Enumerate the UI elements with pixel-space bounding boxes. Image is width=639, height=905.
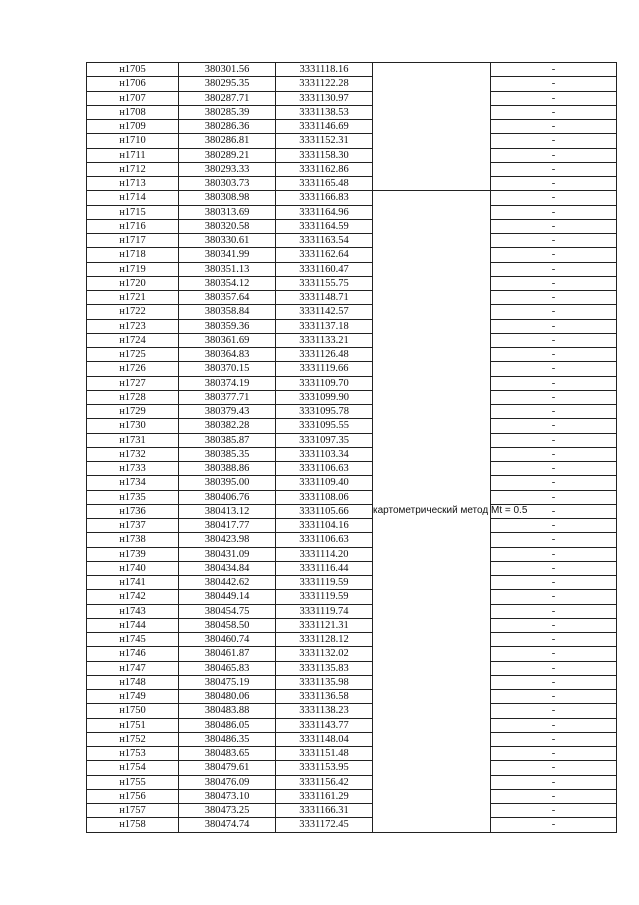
y-coordinate-cell: 3331163.54 bbox=[276, 234, 373, 248]
point-name-cell: н1750 bbox=[87, 704, 179, 718]
x-coordinate-cell: 380442.62 bbox=[179, 576, 276, 590]
table-row bbox=[87, 419, 617, 433]
x-coordinate-cell: 380385.87 bbox=[179, 433, 276, 447]
table-row bbox=[87, 818, 617, 832]
y-coordinate-cell: 3331109.40 bbox=[276, 476, 373, 490]
x-coordinate-cell: 380417.77 bbox=[179, 519, 276, 533]
point-name-cell: н1743 bbox=[87, 604, 179, 618]
y-coordinate-cell: 3331126.48 bbox=[276, 348, 373, 362]
x-coordinate-cell: 380374.19 bbox=[179, 376, 276, 390]
x-coordinate-cell: 380449.14 bbox=[179, 590, 276, 604]
point-name-cell: н1707 bbox=[87, 91, 179, 105]
table-row bbox=[87, 476, 617, 490]
x-coordinate-cell: 380486.05 bbox=[179, 718, 276, 732]
y-coordinate-cell: 3331153.95 bbox=[276, 761, 373, 775]
note-cell: - bbox=[491, 761, 617, 775]
y-coordinate-cell: 3331121.31 bbox=[276, 618, 373, 632]
x-coordinate-cell: 380406.76 bbox=[179, 490, 276, 504]
table-row bbox=[87, 690, 617, 704]
note-cell: - bbox=[491, 319, 617, 333]
table-row bbox=[87, 291, 617, 305]
x-coordinate-cell: 380473.25 bbox=[179, 804, 276, 818]
note-cell: - bbox=[491, 576, 617, 590]
x-coordinate-cell: 380286.81 bbox=[179, 134, 276, 148]
note-cell: - bbox=[491, 390, 617, 404]
y-coordinate-cell: 3331138.53 bbox=[276, 105, 373, 119]
note-cell: - bbox=[491, 789, 617, 803]
point-name-cell: н1710 bbox=[87, 134, 179, 148]
note-cell: - bbox=[491, 775, 617, 789]
point-name-cell: н1721 bbox=[87, 291, 179, 305]
y-coordinate-cell: 3331106.63 bbox=[276, 533, 373, 547]
table-row bbox=[87, 134, 617, 148]
table-row bbox=[87, 205, 617, 219]
table-row bbox=[87, 590, 617, 604]
y-coordinate-cell: 3331164.96 bbox=[276, 205, 373, 219]
table-row bbox=[87, 148, 617, 162]
table-row bbox=[87, 333, 617, 347]
point-name-cell: н1752 bbox=[87, 732, 179, 746]
x-coordinate-cell: 380377.71 bbox=[179, 390, 276, 404]
point-name-cell: н1749 bbox=[87, 690, 179, 704]
x-coordinate-cell: 380354.12 bbox=[179, 276, 276, 290]
point-name-cell: н1757 bbox=[87, 804, 179, 818]
y-coordinate-cell: 3331151.48 bbox=[276, 747, 373, 761]
y-coordinate-cell: 3331138.23 bbox=[276, 704, 373, 718]
note-cell: - bbox=[491, 291, 617, 305]
x-coordinate-cell: 380285.39 bbox=[179, 105, 276, 119]
x-coordinate-cell: 380330.61 bbox=[179, 234, 276, 248]
table-row bbox=[87, 234, 617, 248]
x-coordinate-cell: 380303.73 bbox=[179, 177, 276, 191]
note-cell: - bbox=[491, 333, 617, 347]
point-name-cell: н1737 bbox=[87, 519, 179, 533]
y-coordinate-cell: 3331106.63 bbox=[276, 462, 373, 476]
y-coordinate-cell: 3331135.98 bbox=[276, 675, 373, 689]
x-coordinate-cell: 380476.09 bbox=[179, 775, 276, 789]
table-row bbox=[87, 390, 617, 404]
note-cell: - bbox=[491, 604, 617, 618]
x-coordinate-cell: 380293.33 bbox=[179, 162, 276, 176]
x-coordinate-cell: 380379.43 bbox=[179, 405, 276, 419]
note-cell: - bbox=[491, 419, 617, 433]
note-cell: - bbox=[491, 519, 617, 533]
table-row bbox=[87, 162, 617, 176]
note-cell: - bbox=[491, 105, 617, 119]
table-row bbox=[87, 177, 617, 191]
point-name-cell: н1708 bbox=[87, 105, 179, 119]
table-row bbox=[87, 747, 617, 761]
table-row bbox=[87, 305, 617, 319]
y-coordinate-cell: 3331166.83 bbox=[276, 191, 373, 205]
y-coordinate-cell: 3331097.35 bbox=[276, 433, 373, 447]
table-row bbox=[87, 633, 617, 647]
y-coordinate-cell: 3331158.30 bbox=[276, 148, 373, 162]
y-coordinate-cell: 3331148.71 bbox=[276, 291, 373, 305]
point-name-cell: н1723 bbox=[87, 319, 179, 333]
table-row bbox=[87, 704, 617, 718]
x-coordinate-cell: 380359.36 bbox=[179, 319, 276, 333]
table-row bbox=[87, 789, 617, 803]
table-row bbox=[87, 675, 617, 689]
note-cell: - bbox=[491, 205, 617, 219]
x-coordinate-cell: 380480.06 bbox=[179, 690, 276, 704]
table-row bbox=[87, 120, 617, 134]
point-name-cell: н1718 bbox=[87, 248, 179, 262]
table-row bbox=[87, 547, 617, 561]
note-cell: - bbox=[491, 690, 617, 704]
note-cell: - bbox=[491, 177, 617, 191]
point-name-cell: н1738 bbox=[87, 533, 179, 547]
x-coordinate-cell: 380388.86 bbox=[179, 462, 276, 476]
point-name-cell: н1734 bbox=[87, 476, 179, 490]
x-coordinate-cell: 380286.36 bbox=[179, 120, 276, 134]
y-coordinate-cell: 3331164.59 bbox=[276, 219, 373, 233]
y-coordinate-cell: 3331136.58 bbox=[276, 690, 373, 704]
x-coordinate-cell: 380341.99 bbox=[179, 248, 276, 262]
x-coordinate-cell: 380358.84 bbox=[179, 305, 276, 319]
x-coordinate-cell: 380461.87 bbox=[179, 647, 276, 661]
coordinates-table-body bbox=[87, 63, 617, 833]
y-coordinate-cell: 3331155.75 bbox=[276, 276, 373, 290]
note-cell: - bbox=[491, 675, 617, 689]
coordinates-table bbox=[86, 62, 617, 833]
point-name-cell: н1705 bbox=[87, 63, 179, 77]
note-cell: - bbox=[491, 490, 617, 504]
note-cell: - bbox=[491, 405, 617, 419]
note-cell: - bbox=[491, 91, 617, 105]
x-coordinate-cell: 380460.74 bbox=[179, 633, 276, 647]
point-name-cell: н1715 bbox=[87, 205, 179, 219]
point-name-cell: н1739 bbox=[87, 547, 179, 561]
table-row bbox=[87, 504, 617, 518]
x-coordinate-cell: 380308.98 bbox=[179, 191, 276, 205]
y-coordinate-cell: 3331172.45 bbox=[276, 818, 373, 832]
point-name-cell: н1746 bbox=[87, 647, 179, 661]
point-name-cell: н1736 bbox=[87, 504, 179, 518]
x-coordinate-cell: 380479.61 bbox=[179, 761, 276, 775]
point-name-cell: н1722 bbox=[87, 305, 179, 319]
note-cell: - bbox=[491, 804, 617, 818]
note-cell: - bbox=[491, 248, 617, 262]
point-name-cell: н1724 bbox=[87, 333, 179, 347]
point-name-cell: н1731 bbox=[87, 433, 179, 447]
table-row bbox=[87, 405, 617, 419]
y-coordinate-cell: 3331109.70 bbox=[276, 376, 373, 390]
x-coordinate-cell: 380454.75 bbox=[179, 604, 276, 618]
table-row bbox=[87, 519, 617, 533]
y-coordinate-cell: 3331119.59 bbox=[276, 590, 373, 604]
y-coordinate-cell: 3331095.78 bbox=[276, 405, 373, 419]
y-coordinate-cell: 3331122.28 bbox=[276, 77, 373, 91]
y-coordinate-cell: 3331119.74 bbox=[276, 604, 373, 618]
note-cell: - bbox=[491, 732, 617, 746]
x-coordinate-cell: 380474.74 bbox=[179, 818, 276, 832]
point-name-cell: н1717 bbox=[87, 234, 179, 248]
table-row bbox=[87, 77, 617, 91]
y-coordinate-cell: 3331119.59 bbox=[276, 576, 373, 590]
y-coordinate-cell: 3331114.20 bbox=[276, 547, 373, 561]
x-coordinate-cell: 380395.00 bbox=[179, 476, 276, 490]
note-cell: - bbox=[491, 747, 617, 761]
point-name-cell: н1725 bbox=[87, 348, 179, 362]
note-cell: - bbox=[491, 63, 617, 77]
point-name-cell: н1711 bbox=[87, 148, 179, 162]
table-row bbox=[87, 219, 617, 233]
note-cell: - bbox=[491, 120, 617, 134]
point-name-cell: н1713 bbox=[87, 177, 179, 191]
note-cell: - bbox=[491, 462, 617, 476]
point-name-cell: н1756 bbox=[87, 789, 179, 803]
y-coordinate-cell: 3331137.18 bbox=[276, 319, 373, 333]
note-cell: - bbox=[491, 276, 617, 290]
y-coordinate-cell: 3331142.57 bbox=[276, 305, 373, 319]
point-name-cell: н1744 bbox=[87, 618, 179, 632]
x-coordinate-cell: 380289.21 bbox=[179, 148, 276, 162]
note-cell: - bbox=[491, 447, 617, 461]
point-name-cell: н1735 bbox=[87, 490, 179, 504]
y-coordinate-cell: 3331118.16 bbox=[276, 63, 373, 77]
x-coordinate-cell: 380361.69 bbox=[179, 333, 276, 347]
table-row bbox=[87, 647, 617, 661]
point-name-cell: н1751 bbox=[87, 718, 179, 732]
note-cell: - bbox=[491, 77, 617, 91]
note-cell: - bbox=[491, 433, 617, 447]
table-row bbox=[87, 105, 617, 119]
y-coordinate-cell: 3331108.06 bbox=[276, 490, 373, 504]
x-coordinate-cell: 380385.35 bbox=[179, 447, 276, 461]
table-row bbox=[87, 376, 617, 390]
x-coordinate-cell: 380295.35 bbox=[179, 77, 276, 91]
y-coordinate-cell: 3331099.90 bbox=[276, 390, 373, 404]
x-coordinate-cell: 380473.10 bbox=[179, 789, 276, 803]
y-coordinate-cell: 3331166.31 bbox=[276, 804, 373, 818]
table-row bbox=[87, 718, 617, 732]
point-name-cell: н1747 bbox=[87, 661, 179, 675]
point-name-cell: н1754 bbox=[87, 761, 179, 775]
y-coordinate-cell: 3331160.47 bbox=[276, 262, 373, 276]
note-cell: - bbox=[491, 818, 617, 832]
y-coordinate-cell: 3331119.66 bbox=[276, 362, 373, 376]
method-cell-empty bbox=[373, 63, 491, 191]
note-cell: - bbox=[491, 547, 617, 561]
table-row bbox=[87, 618, 617, 632]
y-coordinate-cell: 3331143.77 bbox=[276, 718, 373, 732]
x-coordinate-cell: 380364.83 bbox=[179, 348, 276, 362]
y-coordinate-cell: 3331104.16 bbox=[276, 519, 373, 533]
y-coordinate-cell: 3331116.44 bbox=[276, 561, 373, 575]
point-name-cell: н1745 bbox=[87, 633, 179, 647]
x-coordinate-cell: 380458.50 bbox=[179, 618, 276, 632]
table-row bbox=[87, 319, 617, 333]
note-cell: - bbox=[491, 647, 617, 661]
x-coordinate-cell: 380486.35 bbox=[179, 732, 276, 746]
point-name-cell: н1727 bbox=[87, 376, 179, 390]
table-row bbox=[87, 462, 617, 476]
y-coordinate-cell: 3331128.12 bbox=[276, 633, 373, 647]
note-cell: - bbox=[491, 561, 617, 575]
y-coordinate-cell: 3331146.69 bbox=[276, 120, 373, 134]
table-row bbox=[87, 661, 617, 675]
point-name-cell: н1709 bbox=[87, 120, 179, 134]
table-row bbox=[87, 533, 617, 547]
y-coordinate-cell: 3331165.48 bbox=[276, 177, 373, 191]
table-row bbox=[87, 276, 617, 290]
point-name-cell: н1753 bbox=[87, 747, 179, 761]
x-coordinate-cell: 380483.65 bbox=[179, 747, 276, 761]
x-coordinate-cell: 380465.83 bbox=[179, 661, 276, 675]
note-cell: - bbox=[491, 191, 617, 205]
note-cell: - bbox=[491, 134, 617, 148]
note-cell: - bbox=[491, 504, 617, 518]
table-row bbox=[87, 490, 617, 504]
table-row bbox=[87, 604, 617, 618]
table-row bbox=[87, 732, 617, 746]
table-row bbox=[87, 775, 617, 789]
y-coordinate-cell: 3331162.64 bbox=[276, 248, 373, 262]
x-coordinate-cell: 380382.28 bbox=[179, 419, 276, 433]
note-cell: - bbox=[491, 533, 617, 547]
note-cell: - bbox=[491, 661, 617, 675]
point-name-cell: н1706 bbox=[87, 77, 179, 91]
point-name-cell: н1748 bbox=[87, 675, 179, 689]
point-name-cell: н1742 bbox=[87, 590, 179, 604]
note-cell: - bbox=[491, 219, 617, 233]
note-cell: - bbox=[491, 704, 617, 718]
y-coordinate-cell: 3331133.21 bbox=[276, 333, 373, 347]
point-name-cell: н1712 bbox=[87, 162, 179, 176]
x-coordinate-cell: 380434.84 bbox=[179, 561, 276, 575]
x-coordinate-cell: 380483.88 bbox=[179, 704, 276, 718]
y-coordinate-cell: 3331105.66 bbox=[276, 504, 373, 518]
point-name-cell: н1758 bbox=[87, 818, 179, 832]
x-coordinate-cell: 380423.98 bbox=[179, 533, 276, 547]
table-row bbox=[87, 63, 617, 77]
y-coordinate-cell: 3331148.04 bbox=[276, 732, 373, 746]
note-cell: - bbox=[491, 718, 617, 732]
x-coordinate-cell: 380413.12 bbox=[179, 504, 276, 518]
x-coordinate-cell: 380475.19 bbox=[179, 675, 276, 689]
table-row bbox=[87, 91, 617, 105]
point-name-cell: н1741 bbox=[87, 576, 179, 590]
y-coordinate-cell: 3331095.55 bbox=[276, 419, 373, 433]
table-row bbox=[87, 576, 617, 590]
table-row bbox=[87, 804, 617, 818]
x-coordinate-cell: 380287.71 bbox=[179, 91, 276, 105]
y-coordinate-cell: 3331156.42 bbox=[276, 775, 373, 789]
point-name-cell: н1732 bbox=[87, 447, 179, 461]
y-coordinate-cell: 3331162.86 bbox=[276, 162, 373, 176]
point-name-cell: н1728 bbox=[87, 390, 179, 404]
table-row bbox=[87, 248, 617, 262]
x-coordinate-cell: 380301.56 bbox=[179, 63, 276, 77]
note-cell: - bbox=[491, 362, 617, 376]
y-coordinate-cell: 3331152.31 bbox=[276, 134, 373, 148]
table-row bbox=[87, 447, 617, 461]
table-row bbox=[87, 761, 617, 775]
y-coordinate-cell: 3331103.34 bbox=[276, 447, 373, 461]
point-name-cell: н1733 bbox=[87, 462, 179, 476]
point-name-cell: н1720 bbox=[87, 276, 179, 290]
y-coordinate-cell: 3331161.29 bbox=[276, 789, 373, 803]
table-row bbox=[87, 561, 617, 575]
table-row bbox=[87, 191, 617, 205]
x-coordinate-cell: 380357.64 bbox=[179, 291, 276, 305]
x-coordinate-cell: 380320.58 bbox=[179, 219, 276, 233]
y-coordinate-cell: 3331135.83 bbox=[276, 661, 373, 675]
point-name-cell: н1740 bbox=[87, 561, 179, 575]
table-row bbox=[87, 433, 617, 447]
x-coordinate-cell: 380370.15 bbox=[179, 362, 276, 376]
note-cell: - bbox=[491, 162, 617, 176]
y-coordinate-cell: 3331132.02 bbox=[276, 647, 373, 661]
table-row bbox=[87, 262, 617, 276]
note-cell: - bbox=[491, 476, 617, 490]
point-name-cell: н1716 bbox=[87, 219, 179, 233]
note-cell: - bbox=[491, 376, 617, 390]
point-name-cell: н1726 bbox=[87, 362, 179, 376]
x-coordinate-cell: 380313.69 bbox=[179, 205, 276, 219]
point-name-cell: н1714 bbox=[87, 191, 179, 205]
note-cell: - bbox=[491, 148, 617, 162]
note-cell: - bbox=[491, 633, 617, 647]
x-coordinate-cell: 380431.09 bbox=[179, 547, 276, 561]
point-name-cell: н1755 bbox=[87, 775, 179, 789]
point-name-cell: н1730 bbox=[87, 419, 179, 433]
note-cell: - bbox=[491, 305, 617, 319]
note-cell: - bbox=[491, 234, 617, 248]
point-name-cell: н1729 bbox=[87, 405, 179, 419]
method-cell: картометрический метод Mt = 0.5 bbox=[373, 191, 491, 832]
note-cell: - bbox=[491, 618, 617, 632]
note-cell: - bbox=[491, 348, 617, 362]
table-row bbox=[87, 362, 617, 376]
y-coordinate-cell: 3331130.97 bbox=[276, 91, 373, 105]
point-name-cell: н1719 bbox=[87, 262, 179, 276]
x-coordinate-cell: 380351.13 bbox=[179, 262, 276, 276]
table-row bbox=[87, 348, 617, 362]
note-cell: - bbox=[491, 262, 617, 276]
note-cell: - bbox=[491, 590, 617, 604]
